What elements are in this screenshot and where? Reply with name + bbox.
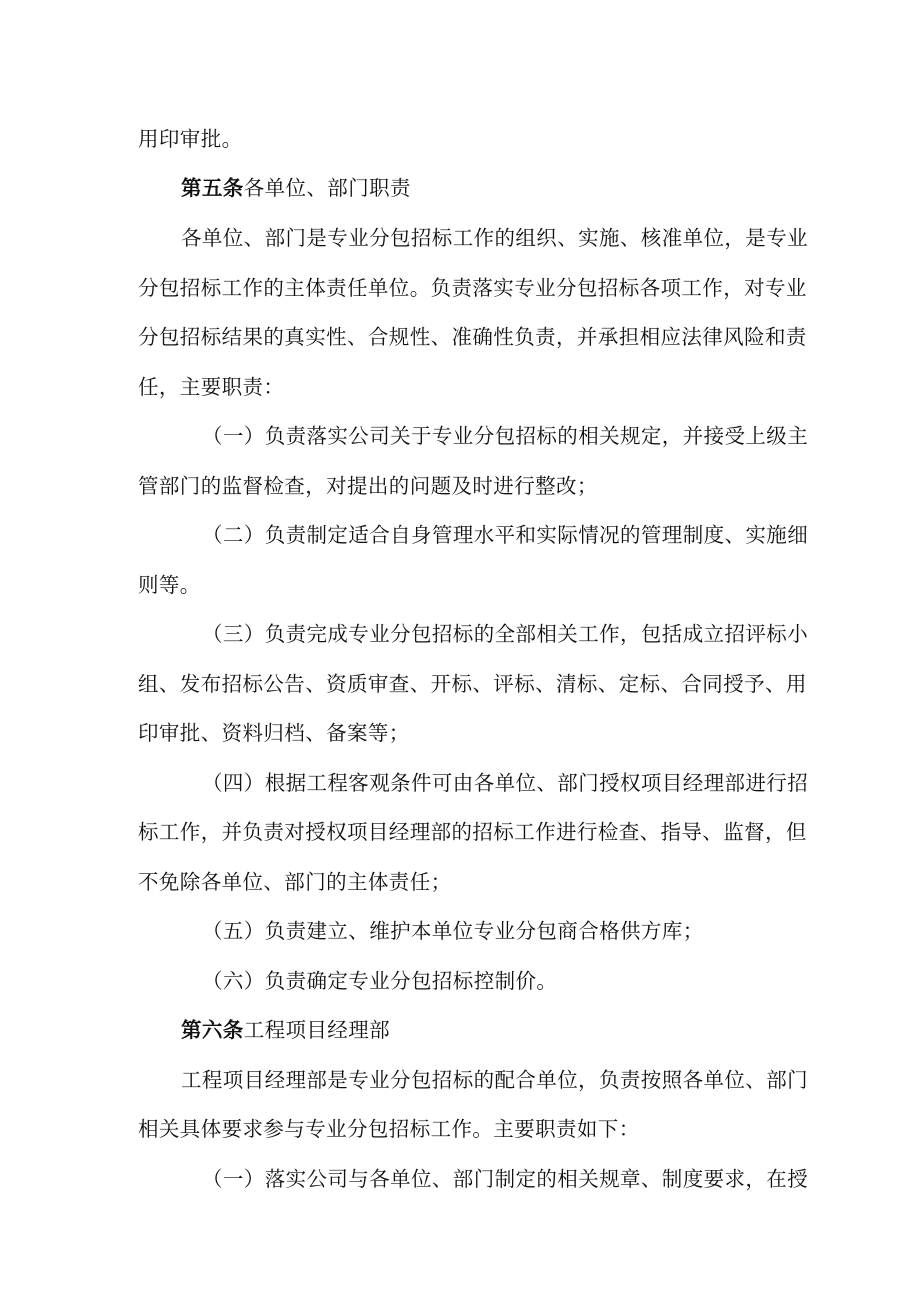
text-line: 任，主要职责： <box>138 375 285 399</box>
text-line: （四）根据工程客观条件可由各单位、部门授权项目经理部进行招 <box>202 771 809 795</box>
article-label: 第五条 <box>181 176 244 200</box>
text-line: 则等。 <box>138 573 201 597</box>
article-title: 工程项目经理部 <box>243 1018 391 1042</box>
text-line: 标工作，并负责对授权项目经理部的招标工作进行检查、指导、监督，但 <box>138 820 807 844</box>
text-line: 相关具体要求参与专业分包招标工作。主要职责如下： <box>138 1117 640 1141</box>
article-label: 第六条 <box>181 1018 244 1042</box>
text-line: （六）负责确定专业分包招标控制价。 <box>202 969 558 993</box>
text-line: 工程项目经理部是专业分包招标的配合单位，负责按照各单位、部门 <box>181 1068 808 1092</box>
text-line: 各单位、部门是专业分包招标工作的组织、实施、核准单位，是专业 <box>181 226 808 250</box>
text-line: 组、发布招标公告、资质审查、开标、评标、清标、定标、合同授予、用 <box>138 672 807 696</box>
article-title: 各单位、部门职责 <box>243 176 411 200</box>
text-line: （三）负责完成专业分包招标的全部相关工作，包括成立招评标小 <box>202 622 809 646</box>
text-line: 不免除各单位、部门的主体责任； <box>138 870 452 894</box>
text-line: （五）负责建立、维护本单位专业分包商合格供方库； <box>202 919 704 943</box>
article-6-heading <box>181 1018 390 1042</box>
text-line: 分包招标结果的真实性、合规性、准确性负责，并承担相应法律风险和责 <box>138 325 807 349</box>
text-line: 管部门的监督检查，对提出的问题及时进行整改； <box>138 474 598 498</box>
article-5-heading <box>181 176 411 200</box>
text-line: （一）负责落实公司关于专业分包招标的相关规定，并接受上级主 <box>202 424 809 448</box>
text-line: 分包招标工作的主体责任单位。负责落实专业分包招标各项工作，对专业 <box>138 276 807 300</box>
text-line: 用印审批。 <box>138 127 243 151</box>
text-line: 印审批、资料归档、备案等； <box>138 721 410 745</box>
text-line: （一）落实公司与各单位、部门制定的相关规章、制度要求，在授 <box>202 1167 809 1191</box>
text-line: （二）负责制定适合自身管理水平和实际情况的管理制度、实施细 <box>202 523 809 547</box>
